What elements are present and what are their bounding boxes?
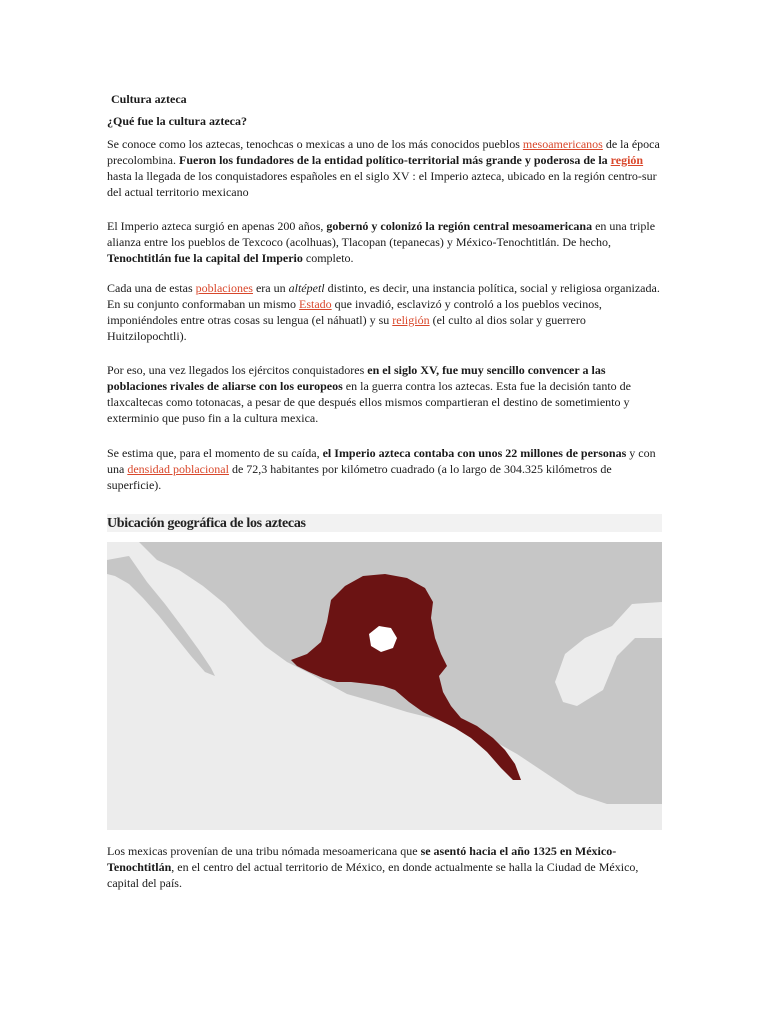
link-densidad-poblacional[interactable]: densidad poblacional: [127, 462, 229, 476]
link-poblaciones[interactable]: poblaciones: [195, 281, 253, 295]
link-mesoamericanos[interactable]: mesoamericanos: [522, 137, 603, 151]
paragraph-5: Se estima que, para el momento de su caída, el Imperio azteca contaba con unos 22 millones de personas y con una densidad poblacional de 72,3 habitantes por kilómetro cuadrado (a lo largo de 304.325 kilómetros de superficie).: [107, 446, 656, 492]
link-region[interactable]: región: [610, 153, 644, 167]
paragraph-6: Los mexicas provenían de una tribu nómada mesoamericana que se asentó hacia el año 1325 en México-Tenochtitlán, en el centro del actual territorio de México, en donde actualmente se halla la Ciudad de México, capital del país.: [107, 844, 639, 890]
link-religion[interactable]: religión: [392, 313, 430, 327]
paragraph-1: Se conoce como los aztecas, tenochcas o mexicas a uno de los más conocidos pueblos mesoamericanos de la época precolombina. Fueron los fundadores de la entidad político-territorial más grande y poderosa de la región hasta la llegada de los conquistadores españoles en el siglo XV : el Imperio azteca, ubicado en la región centro-sur del actual territorio mexicano: [107, 137, 660, 199]
map-image: [107, 542, 662, 830]
paragraph-2: El Imperio azteca surgió en apenas 200 años, gobernó y colonizó la región central mesoamericana en una triple alianza entre los pueblos de Texcoco (acolhuas), Tlacopan (tepanecas) y México-Tenochtitlán. De hecho, Tenochtitlán fue la capital del Imperio completo.: [107, 219, 656, 265]
aztec-empire-map: [107, 542, 662, 830]
document-title: Cultura azteca: [111, 92, 187, 106]
section-heading: Ubicación geográfica de los aztecas: [107, 516, 306, 531]
paragraph-4: Por eso, una vez llegados los ejércitos conquistadores en el siglo XV, fue muy sencillo convencer a las poblaciones rivales de aliarse con los europeos en la guerra contra los aztecas. Esta fue la decisión tanto de tlaxcaltecas como totonacas, a pesar de que después ellos mismos compartieran el destino de sometimiento y exterminio que puso fin a la cultura mexica.: [107, 363, 631, 425]
section-heading-bar: [107, 514, 662, 532]
section-question: ¿Qué fue la cultura azteca?: [107, 114, 247, 128]
paragraph-3: Cada una de estas poblaciones era un altépetl distinto, es decir, una instancia política, social y religiosa organizada. En su conjunto conformaban un mismo Estado que invadió, esclavizó y controló a los pueblos vecinos, imponiéndoles entre otras cosas su lengua (el náhuatl) y su religión (el culto al dios solar y guerrero Huitzilopochtli).: [107, 281, 660, 343]
link-estado[interactable]: Estado: [298, 297, 332, 311]
